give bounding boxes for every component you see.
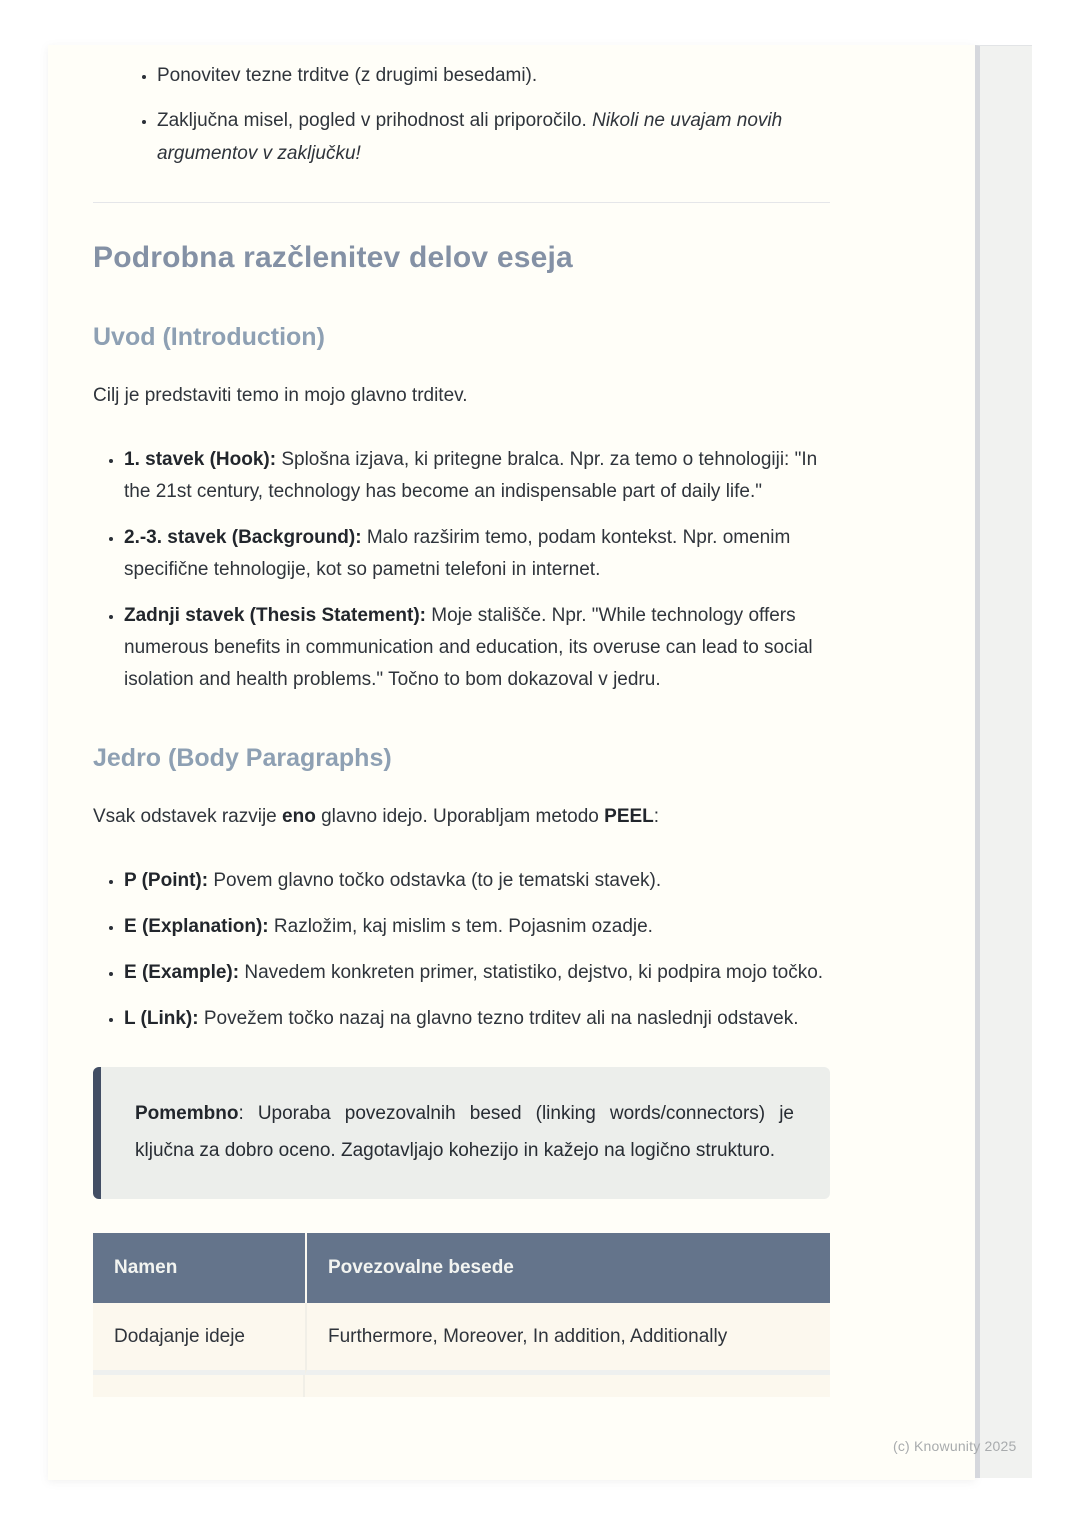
list-item-bold: 2.-3. stavek (Background):	[124, 527, 362, 548]
important-callout	[93, 1067, 830, 1199]
section-intro-jedro	[93, 801, 830, 833]
table-cell-partial	[93, 1375, 305, 1397]
table-header-row	[93, 1233, 830, 1303]
intro-text: :	[653, 806, 660, 827]
intro-text: Vsak odstavek razvije	[93, 806, 283, 827]
list-item-bold: L (Link):	[124, 1008, 199, 1029]
list-item-text: Malo razširim temo, podam kontekst. Npr. omenim specifične tehnologije, kot so pametni telefoni in internet.	[124, 527, 791, 580]
intro-text: glavno idejo. Uporabljam metodo	[315, 806, 605, 827]
table-row-partial	[93, 1375, 830, 1397]
list-item	[124, 522, 830, 586]
copyright-watermark: (c) Knowunity 2025	[893, 1438, 1017, 1454]
list-item-text: Zaključna misel, pogled v prihodnost ali priporočilo.	[157, 110, 593, 131]
intro-bold: PEEL	[604, 806, 654, 827]
list-item	[124, 957, 830, 989]
list-item	[157, 59, 830, 92]
list-item-text: Ponovitev tezne trditve (z drugimi besedami).	[157, 65, 538, 86]
list-item-text: Splošna izjava, ki pritegne bralca. Npr. za temo o tehnologiji: "In the 21st century, technology has become an indispensable part of daily life."	[124, 449, 818, 502]
list-item	[124, 1003, 830, 1035]
uvod-bullet-list	[93, 444, 830, 696]
list-item-text: Povežem točko nazaj na glavno tezno trditev ali na naslednji odstavek.	[198, 1008, 799, 1029]
page-title: Podrobna razčlenitev delov eseja	[93, 241, 573, 274]
jedro-bullet-list	[93, 865, 830, 1035]
list-item-bold: E (Explanation):	[124, 916, 269, 937]
list-item	[124, 865, 830, 897]
list-item-bold: Zadnji stavek (Thesis Statement):	[124, 605, 426, 626]
table-header	[93, 1233, 830, 1303]
document-page	[48, 45, 975, 1480]
list-item-italic-text: Nikoli ne uvajam novih argumentov v zaključku!	[157, 110, 783, 164]
list-item-text: Razložim, kaj mislim s tem. Pojasnim ozadje.	[268, 916, 653, 937]
list-item-text: Povem glavno točko odstavka (to je tematski stavek).	[208, 870, 662, 891]
section-heading-uvod: Uvod (Introduction)	[93, 323, 325, 351]
list-item-text: Navedem konkreten primer, statistiko, dejstvo, ki podpira mojo točko.	[239, 962, 824, 983]
section-heading-jedro: Jedro (Body Paragraphs)	[93, 744, 392, 772]
intro-bold: eno	[282, 806, 316, 827]
table-header-cell: Povezovalne besede	[305, 1233, 830, 1303]
list-item	[124, 600, 830, 696]
conclusion-bullet-list	[93, 59, 830, 170]
callout-text: : Uporaba povezovalnih besed (linking words/connectors) je ključna za dobro oceno. Zagotavljajo kohezijo in kažejo na logično strukturo.	[135, 1103, 794, 1161]
list-item-bold: P (Point):	[124, 870, 209, 891]
list-item-text: Moje stališče. Npr. "While technology offers numerous benefits in communication and education, its overuse can lead to social isolation and health problems." Točno to bom dokazoval v jedru.	[124, 605, 813, 690]
list-item	[124, 444, 830, 508]
section-intro-uvod: Cilj je predstaviti temo in mojo glavno trditev.	[93, 385, 468, 406]
table-cell: Furthermore, Moreover, In addition, Additionally	[305, 1303, 830, 1375]
content-column	[48, 45, 975, 1397]
table-cell: Dodajanje ideje	[93, 1303, 305, 1375]
list-item-bold: 1. stavek (Hook):	[124, 449, 277, 470]
callout-bold: Pomembno	[135, 1103, 239, 1124]
list-item-bold: E (Example):	[124, 962, 240, 983]
section-divider	[93, 202, 830, 203]
table-row	[93, 1303, 830, 1375]
linking-words-table	[93, 1233, 830, 1375]
table-header-cell: Namen	[93, 1233, 305, 1303]
list-item	[124, 911, 830, 943]
table-body	[93, 1303, 830, 1375]
scrollbar-track[interactable]	[975, 45, 1032, 1478]
list-item	[157, 104, 830, 170]
